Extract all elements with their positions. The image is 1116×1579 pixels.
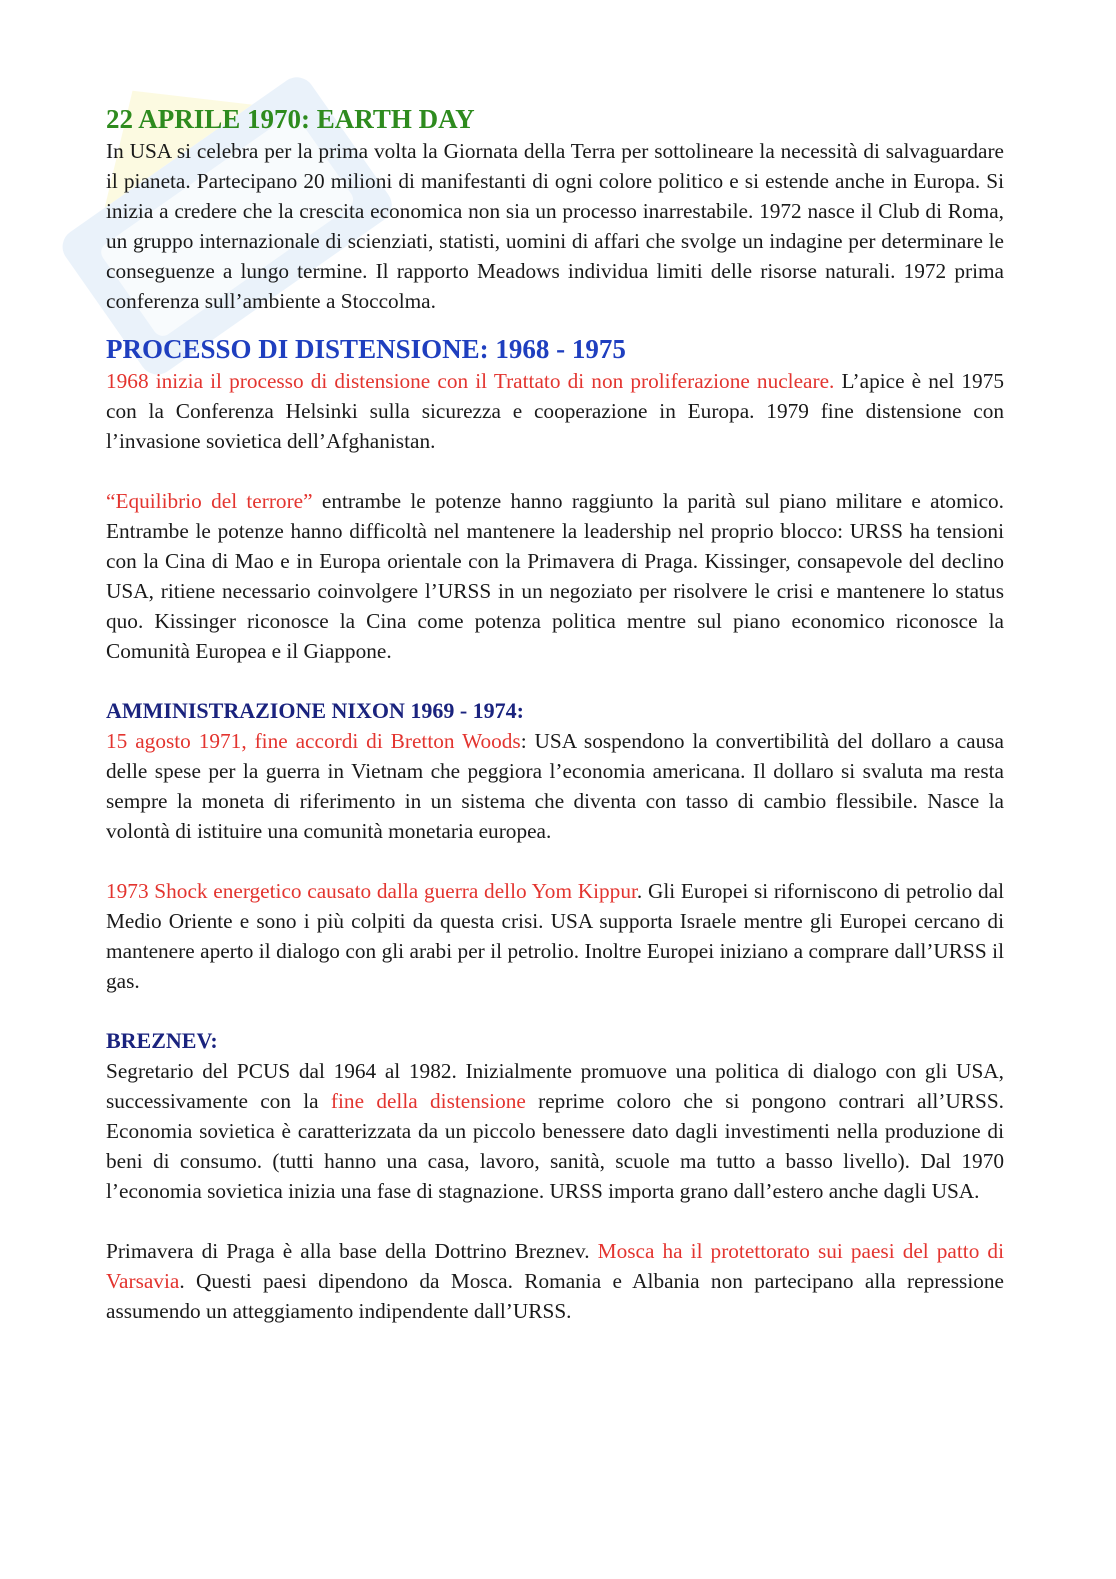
paragraph-earth-day: In USA si celebra per la prima volta la Giornata della Terra per sottolineare la necessità di salvaguardare il pianeta. Partecipano 20 milioni di manifestanti di ogni colore politico e si estende anche in Europa. Si inizia a credere che la crescita economica non sia un processo inarrestabile. 1972 nasce il Club di Roma, un gruppo internazionale di scienziati, statisti, uomini di affari che svolge un indagine per determinare le conseguenze a lungo termine. Il rapporto Meadows individua limiti delle risorse naturali. 1972 prima conferenza sull’ambiente a Stoccolma. bbox=[106, 139, 1004, 313]
highlight-text: 1968 inizia il processo di distensione con il Trattato di non proliferazione nucleare. bbox=[106, 369, 835, 393]
body-text: L’apice è nel 1975 con la Conferenza Helsinki sulla sicurezza e cooperazione in Europa. 1979 fine distensione con l’invasione sovietica dell’Afghanistan. bbox=[106, 369, 1004, 453]
body-text: Primavera di Praga è alla base della Dottrino Breznev. bbox=[106, 1239, 598, 1263]
paragraph-nixon-2 bbox=[106, 876, 1004, 996]
heading-earth-day: 22 APRILE 1970: EARTH DAY bbox=[106, 104, 475, 134]
body-text: . Gli Europei si riforniscono di petrolio dal Medio Oriente e sono i più colpiti da questa crisi. USA supporta Israele mentre gli Europei cercano di mantenere aperto il dialogo con gli arabi per il petrolio. Inoltre Europei iniziano a comprare dall’URSS il gas. bbox=[106, 879, 1004, 993]
body-text: entrambe le potenze hanno raggiunto la parità sul piano militare e atomico. Entrambe le potenze hanno difficoltà nel mantenere la leadership nel proprio blocco: URSS ha tensioni con la Cina di Mao e in Europa orientale con la Primavera di Praga. Kissinger, consapevole del declino USA, ritiene necessario coinvolgere l’URSS in un negoziato per risolvere le crisi e mantenere lo status quo. Kissinger riconosce la Cina come potenza politica mentre sul piano economico riconosce la Comunità Europea e il Giappone. bbox=[106, 489, 1004, 663]
paragraph-nixon-1 bbox=[106, 726, 1004, 846]
paragraph-breznev-1 bbox=[106, 1056, 1004, 1206]
paragraph-distensione-2 bbox=[106, 486, 1004, 666]
body-text: . Questi paesi dipendono da Mosca. Romania e Albania non partecipano alla repressione assumendo un atteggiamento indipendente dall’URSS. bbox=[106, 1269, 1004, 1323]
document-page bbox=[106, 102, 1004, 1326]
paragraph-distensione-1 bbox=[106, 366, 1004, 456]
body-text: Segretario del PCUS dal 1964 al 1982. Inizialmente promuove una politica di dialogo con gli USA, successivamente con la bbox=[106, 1059, 1004, 1113]
highlight-text: “Equilibrio del terrore” bbox=[106, 489, 313, 513]
paragraph-breznev-2 bbox=[106, 1236, 1004, 1326]
highlight-text: 1973 Shock energetico causato dalla guerra dello Yom Kippur bbox=[106, 879, 637, 903]
heading-breznev: BREZNEV: bbox=[106, 1028, 218, 1053]
highlight-text: 15 agosto 1971, fine accordi di Bretton Woods bbox=[106, 729, 521, 753]
highlight-text: fine della distensione bbox=[330, 1089, 526, 1113]
body-text: reprime coloro che si pongono contrari all’URSS. Economia sovietica è caratterizzata da un piccolo benessere dato dagli investimenti nella produzione di beni di consumo. (tutti hanno una casa, lavoro, sanità, scuole ma tutto a basso livello). Dal 1970 l’economia sovietica inizia una fase di stagnazione. URSS importa grano dall’estero anche dagli USA. bbox=[106, 1089, 1005, 1203]
highlight-text: Mosca ha il protettorato sui paesi del patto di Varsavia bbox=[106, 1239, 1004, 1293]
heading-nixon: AMMINISTRAZIONE NIXON 1969 - 1974: bbox=[106, 698, 525, 723]
body-text: : USA sospendono la convertibilità del dollaro a causa delle spese per la guerra in Vietnam che peggiora l’economia americana. Il dollaro si svaluta ma resta sempre la moneta di riferimento in un sistema che diventa con tasso di cambio flessibile. Nasce la volontà di istituire una comunità monetaria europea. bbox=[106, 729, 1004, 843]
heading-distensione: PROCESSO DI DISTENSIONE: 1968 - 1975 bbox=[106, 334, 626, 364]
